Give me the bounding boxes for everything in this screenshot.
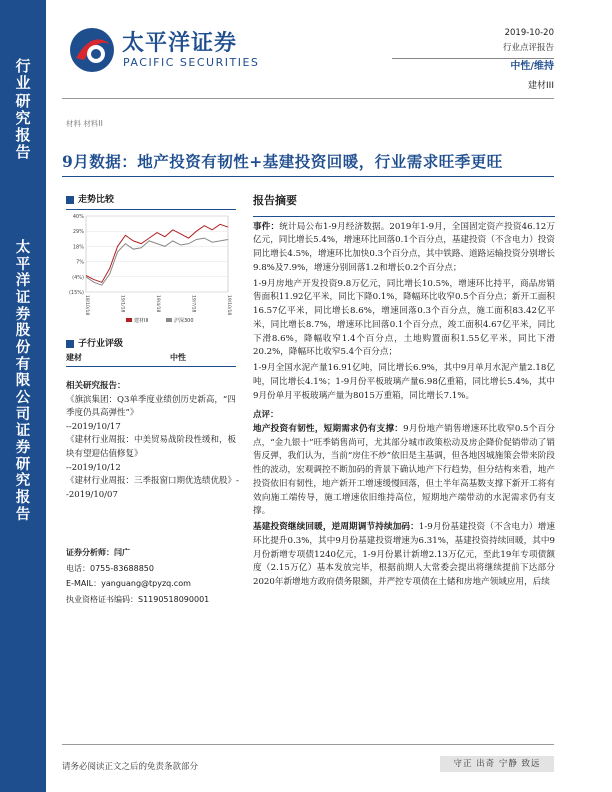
report-type: 行业点评报告	[502, 43, 554, 53]
footer-rule	[62, 744, 554, 745]
comment-property	[253, 423, 555, 519]
report-date: 2019-10-20	[504, 28, 554, 38]
chart-y-tick-label: 7%	[76, 259, 84, 266]
event-label: 事件：	[253, 221, 280, 232]
logo-english-name: PACIFIC SECURITIES	[123, 56, 260, 69]
sub-rating-heading-text: 子行业评级	[78, 339, 124, 349]
chart-x-tick-label: 19/7/18	[190, 295, 196, 313]
related-item-date: --2019/10/17	[66, 421, 121, 432]
related-item[interactable]: 《建材行业周报：中美贸易战阶段性缓和，板块有望迎估值修复》	[66, 435, 237, 459]
summary-property: 1-9月房地产开发投资9.8万亿元，同比增长10.5%，增速环比持平，商品房销售面积11.92亿平米，同比下降0.1%，降幅环比收窄0.5个百分点；新开工面积16.57亿平米，同比增长8.6%，增速回落0.3个百分点，施工面积83.42亿平米，同比增长8.7%，增速环比回落0.1个百分点，竣工面积4.67亿平米，同比下滑8.6%，降幅收窄1.4个百分点，土地购置面积1.55亿平米，同比下滑20.2%，降幅环比收窄5.4个百分点；	[253, 278, 555, 358]
related-heading: 相关研究报告：	[66, 381, 126, 391]
analyst-email[interactable]: E-MAIL：yanguang@tpyzq.com	[66, 579, 191, 589]
comment-property-text: 9月份地产销售增速环比收窄0.5个百分点，“金九银十”旺季销售尚可，尤其部分城市政策松动及房企降价促销带动了销售反弹，我们认为，当前“房住不炒”依旧是主基调，但各地因城施策会带来阶段性的波动，宏观调控不断加码的背景下确认地产下行趋势，但分结构来看，地产投资依旧有韧性，地产新开工增速缓慢回落，但土半年高基数支撑下新开工将有效向施工端传导，施工增速依旧维持高位，短期地产端带动的水泥需求仍有支撑。	[253, 423, 555, 517]
chart-x-tick-label: 18/10/18	[84, 295, 89, 316]
footer-disclaimer: 请务必阅读正文之后的免责条款部分	[62, 762, 199, 772]
chart-x-tick-label: 19/10/18	[226, 295, 231, 316]
chart-y-tick-label: 18%	[72, 244, 84, 251]
sub-rating-row	[66, 352, 236, 367]
page-title: 9月数据：地产投资有韧性+基建投资回暖，行业需求旺季更旺	[62, 152, 503, 171]
chart-legend-label: 建材III	[134, 318, 149, 324]
summary-event	[253, 221, 555, 276]
comment-heading: 点评：	[253, 410, 279, 421]
trend-section	[66, 192, 236, 210]
analyst-info	[66, 545, 244, 607]
sector-name: 建材III	[528, 81, 554, 91]
sidebar-report-type: 行 业 研 究 报 告	[15, 57, 31, 162]
header-meta	[503, 28, 554, 91]
logo-chinese-name: 太平洋证券	[122, 31, 238, 56]
chart-legend-label: 沪深300	[174, 318, 194, 324]
event-text: 统计局公布1-9月经济数据。2019年1-9月，全国固定资产投资46.12万亿元，同比增长5.4%，增速环比回落0.1个百分点，基建投资（不含电力）投资同比增长4.5%，增速环比加快0.3个百分点，其中铁路、道路运输投资分别增长9.8%及7.9%，增速分别回落1.2和增长0.2个百分点；	[253, 221, 555, 273]
related-item-date: --2019/10/12	[66, 462, 121, 473]
title-rule	[62, 176, 554, 177]
industry-rating: 中性/维持	[510, 61, 554, 72]
analyst-license: 执业资格证书编码：S1190518090001	[66, 594, 210, 604]
header-rule	[62, 98, 554, 99]
related-item[interactable]: 《建材行业周报：三季报窗口期优选绩优股》--2019/10/07	[66, 476, 239, 500]
summary-cement: 1-9月全国水泥产量16.91亿吨，同比增长6.9%，其中9月单月水泥产量2.18亿吨，同比增长4.1%；1-9月份平板玻璃产量6.98亿重箱，同比增长5.4%，其中9月份单月平板玻璃产量为8015万重箱，同比增长7.1%。	[253, 363, 555, 401]
logo	[66, 22, 266, 82]
sub-rating-section	[66, 336, 236, 349]
related-item[interactable]: 《旗滨集团：Q3单季度业绩创历史新高，“四季度仍具高弹性”》	[66, 394, 236, 419]
comment-property-label: 地产投资有韧性，短期需求仍有支撑：	[253, 423, 404, 434]
section-marker-icon	[66, 196, 74, 204]
related-reports	[66, 380, 244, 502]
sub-rating-heading	[66, 336, 236, 349]
chart-series-line	[86, 224, 228, 282]
chart-y-tick-label: (4%)	[72, 274, 84, 281]
sidebar	[0, 0, 46, 792]
summary-heading: 报告摘要	[253, 194, 297, 207]
header-divider	[392, 58, 554, 59]
chart-x-tick-label: 19/4/18	[155, 295, 160, 313]
footer-motto: 守正 出奇 宁静 致远	[440, 756, 554, 772]
chart-y-tick-label: (15%)	[68, 290, 84, 296]
logo-mark-icon	[66, 24, 118, 76]
summary-rule	[253, 216, 555, 217]
analyst-name: 证券分析师：闫广	[66, 548, 130, 557]
comment-infrastructure	[253, 521, 555, 590]
sub-rating-value: 中性	[170, 353, 186, 362]
chart-x-tick-label: 19/1/18	[119, 295, 125, 313]
report-summary	[253, 192, 555, 592]
analyst-phone: 电话：0755-83688850	[66, 563, 154, 573]
chart-legend-swatch	[126, 318, 132, 322]
trend-chart	[66, 210, 234, 330]
sub-rating-rule	[66, 366, 236, 367]
chart-legend-swatch	[166, 318, 172, 322]
section-marker-icon	[66, 340, 74, 348]
trend-heading-text: 走势比较	[78, 195, 115, 205]
chart-y-tick-label: 40%	[72, 214, 84, 220]
comment-infra-label: 基建投资继续回暖，逆周期调节持续加码：	[253, 522, 419, 533]
sub-rating-sector: 建材	[66, 353, 82, 362]
breadcrumb: 材料 材料II	[66, 119, 103, 128]
comment-infra-text: 1-9月份基建投资（不含电力）增速环比提升0.3%，其中9月份基建投资增速为6.31%，基建投资持续回暖，其中9月份新增专项债1240亿元，1-9月份累计新增2.13万亿元，至此19年专项债额度（2.15万亿）基本发放完毕，根据前期人大常委会提出将继续提前下达部分2020年新增地方政府债务限额，并严控专项债在土储和房地产领域应用，后续	[253, 522, 555, 588]
sidebar-company-label: 太 平 洋 证 券 股 份 有 限 公 司 证 券 研 究 报 告	[15, 239, 31, 523]
trend-heading	[66, 192, 236, 205]
chart-y-tick-label: 29%	[72, 229, 84, 236]
